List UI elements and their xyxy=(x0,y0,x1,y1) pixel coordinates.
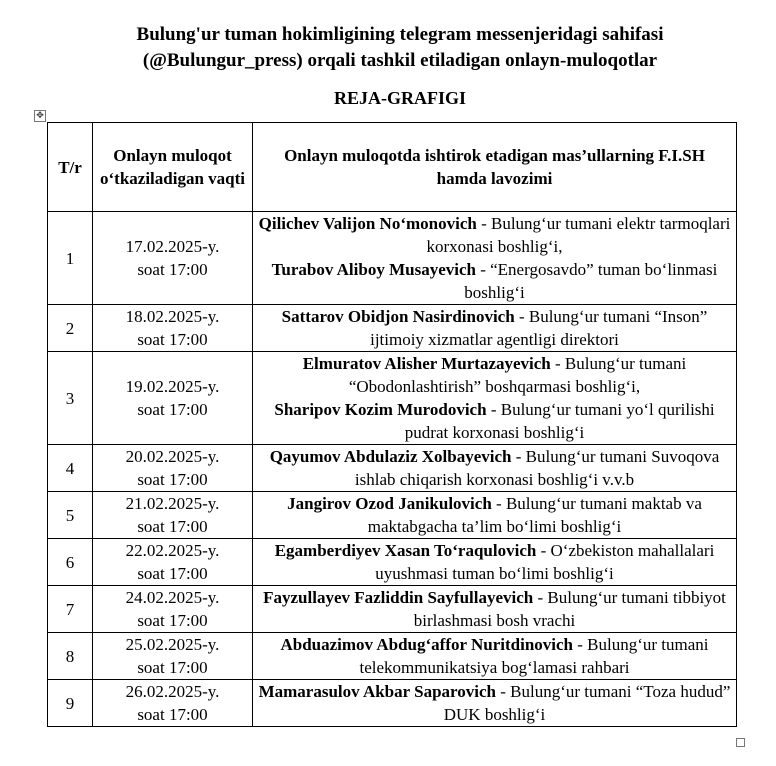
row-participants xyxy=(253,680,737,727)
row-date: 25.02.2025-y. xyxy=(125,635,220,654)
row-datetime xyxy=(93,539,253,586)
row-time: soat 17:00 xyxy=(137,564,208,583)
participant-name: Qayumov Abdulaziz Xolbayevich xyxy=(269,447,512,466)
participant-role: - Bulung‘ur tumani “Toza hudud” DUK boshlig‘i xyxy=(443,682,731,724)
participant-entry xyxy=(257,539,732,585)
row-date: 21.02.2025-y. xyxy=(125,494,220,513)
participant-role: - O‘zbekiston mahallalari uyushmasi tuman bo‘limi boshlig‘i xyxy=(375,541,715,583)
row-number: 7 xyxy=(48,586,93,633)
table-header-row xyxy=(48,123,737,212)
row-date: 20.02.2025-y. xyxy=(125,447,220,466)
table-body xyxy=(48,212,737,727)
row-datetime xyxy=(93,492,253,539)
participant-name: Sattarov Obidjon Nasirdinovich xyxy=(281,307,515,326)
row-datetime xyxy=(93,445,253,492)
participant-name: Turabov Aliboy Musayevich xyxy=(271,260,476,279)
document-title xyxy=(0,22,776,74)
table-row xyxy=(48,305,737,352)
row-participants xyxy=(253,212,737,305)
participant-entry xyxy=(257,586,732,632)
row-participants xyxy=(253,352,737,445)
row-time: soat 17:00 xyxy=(137,705,208,724)
row-participants xyxy=(253,305,737,352)
row-datetime xyxy=(93,212,253,305)
row-participants xyxy=(253,445,737,492)
table-row xyxy=(48,212,737,305)
row-time: soat 17:00 xyxy=(137,260,208,279)
table-row xyxy=(48,539,737,586)
participant-name: Egamberdiyev Xasan To‘raqulovich xyxy=(274,541,537,560)
participant-entry xyxy=(257,398,732,444)
title-line-1: Bulung'ur tuman hokimligining telegram messenjeridagi sahifasi xyxy=(136,24,664,45)
row-participants xyxy=(253,539,737,586)
header-participants: Onlayn muloqotda ishtirok etadigan mas’ullarning F.I.SH hamda lavozimi xyxy=(253,123,737,212)
participant-role: - Bulung‘ur tumani tibbiyot birlashmasi bosh vrachi xyxy=(413,588,726,630)
participant-name: Sharipov Kozim Murodovich xyxy=(274,400,487,419)
row-number: 4 xyxy=(48,445,93,492)
participant-role: - Bulung‘ur tumani maktab va maktabgacha ta’lim bo‘limi boshlig‘i xyxy=(367,494,702,536)
participant-role: - Bulung‘ur tumani elektr tarmoqlari korxonasi boshlig‘i, xyxy=(426,214,731,256)
row-date: 26.02.2025-y. xyxy=(125,682,220,701)
row-datetime xyxy=(93,586,253,633)
row-datetime xyxy=(93,305,253,352)
row-participants xyxy=(253,492,737,539)
participant-name: Abduazimov Abdug‘affor Nuritdinovich xyxy=(280,635,573,654)
row-time: soat 17:00 xyxy=(137,470,208,489)
row-time: soat 17:00 xyxy=(137,400,208,419)
participant-name: Elmuratov Alisher Murtazayevich xyxy=(302,354,551,373)
header-time: Onlayn muloqot o‘tkaziladigan vaqti xyxy=(93,123,253,212)
row-number: 8 xyxy=(48,633,93,680)
participant-role: - Bulung‘ur tumani yo‘l qurilishi pudrat korxonasi boshlig‘i xyxy=(404,400,715,442)
row-date: 19.02.2025-y. xyxy=(125,377,220,396)
row-time: soat 17:00 xyxy=(137,330,208,349)
participant-name: Fayzullayev Fazliddin Sayfullayevich xyxy=(263,588,534,607)
row-datetime xyxy=(93,352,253,445)
participant-role: - Bulung‘ur tumani “Inson” ijtimoiy xizmatlar agentligi direktori xyxy=(370,307,708,349)
participant-role: - Bulung‘ur tumani telekommunikatsiya bog‘lamasi rahbari xyxy=(359,635,709,677)
schedule-table xyxy=(47,122,737,727)
row-number: 1 xyxy=(48,212,93,305)
row-time: soat 17:00 xyxy=(137,611,208,630)
participant-entry xyxy=(257,212,732,258)
participant-entry xyxy=(257,352,732,398)
table-row xyxy=(48,586,737,633)
participant-name: Qilichev Valijon No‘monovich xyxy=(258,214,477,233)
row-date: 24.02.2025-y. xyxy=(125,588,220,607)
row-number: 6 xyxy=(48,539,93,586)
participant-entry xyxy=(257,492,732,538)
row-time: soat 17:00 xyxy=(137,658,208,677)
row-date: 22.02.2025-y. xyxy=(125,541,220,560)
participant-entry xyxy=(257,258,732,304)
participant-role: - Bulung‘ur tumani “Obodonlashtirish” boshqarmasi boshlig‘i, xyxy=(348,354,687,396)
row-number: 2 xyxy=(48,305,93,352)
row-participants xyxy=(253,633,737,680)
participant-name: Mamarasulov Akbar Saparovich xyxy=(258,682,496,701)
participant-role: - Bulung‘ur tumani Suvoqova ishlab chiqarish korxonasi boshlig‘i v.v.b xyxy=(354,447,720,489)
header-number: T/r xyxy=(48,123,93,212)
document-subtitle: REJA-GRAFIGI xyxy=(333,88,466,108)
row-number: 5 xyxy=(48,492,93,539)
participant-name: Jangirov Ozod Janikulovich xyxy=(287,494,492,513)
participant-entry xyxy=(257,445,732,491)
row-number: 9 xyxy=(48,680,93,727)
participant-entry xyxy=(257,305,732,351)
table-row xyxy=(48,680,737,727)
table-row xyxy=(48,492,737,539)
row-date: 17.02.2025-y. xyxy=(125,237,220,256)
participant-role: - “Energosavdo” tuman bo‘linmasi boshlig‘i xyxy=(464,260,718,302)
row-number: 3 xyxy=(48,352,93,445)
row-date: 18.02.2025-y. xyxy=(125,307,220,326)
row-participants xyxy=(253,586,737,633)
table-row xyxy=(48,633,737,680)
participant-entry xyxy=(257,633,732,679)
row-time: soat 17:00 xyxy=(137,517,208,536)
table-row xyxy=(48,445,737,492)
row-datetime xyxy=(93,680,253,727)
table-row xyxy=(48,352,737,445)
table-move-handle-icon[interactable]: ✥ xyxy=(34,110,46,122)
participant-entry xyxy=(257,680,732,726)
title-line-2: (@Bulungur_press) orqali tashkil etiladigan onlayn-muloqotlar xyxy=(142,50,658,71)
row-datetime xyxy=(93,633,253,680)
table-resize-handle[interactable] xyxy=(736,738,745,747)
